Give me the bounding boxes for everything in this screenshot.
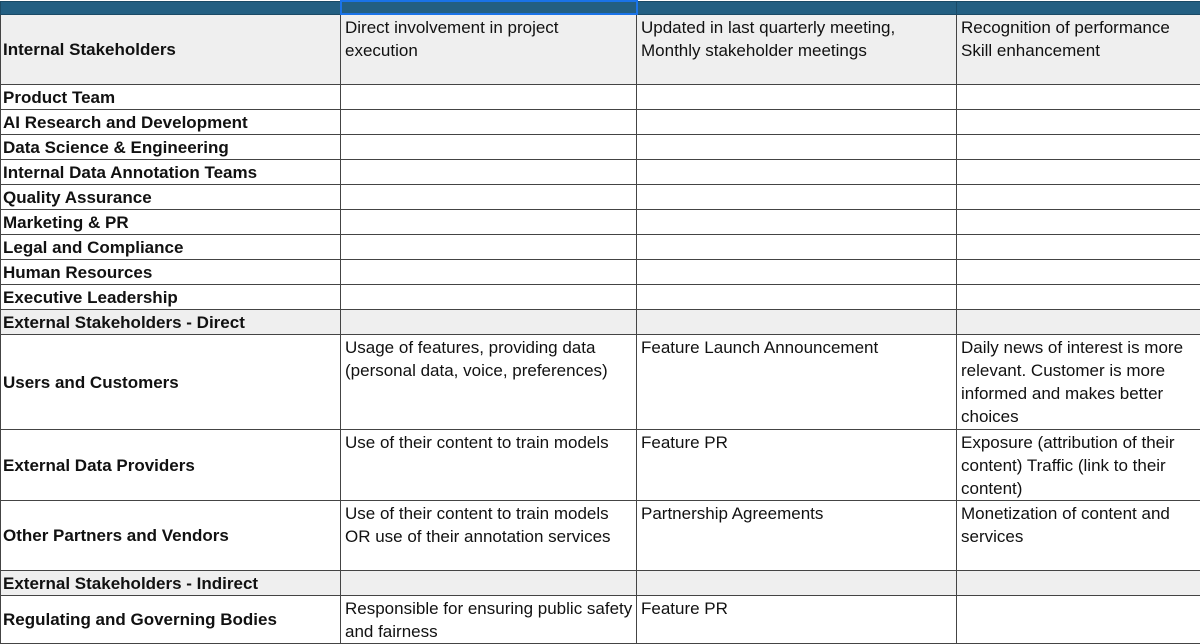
header-cell[interactable] (957, 1, 1200, 14)
table-cell[interactable] (957, 284, 1200, 309)
table-cell[interactable] (957, 309, 1200, 334)
table-cell[interactable]: Daily news of interest is more relevant. Customer is more informed and makes better choices (957, 334, 1200, 429)
table-cell[interactable]: Use of their content to train models (341, 429, 637, 500)
row-label-cell[interactable]: Quality Assurance (1, 184, 341, 209)
table-row (1, 84, 1200, 109)
table-cell[interactable] (957, 595, 1200, 643)
table-row (1, 284, 1200, 309)
table-cell[interactable]: Exposure (attribution of their content) Traffic (link to their content) (957, 429, 1200, 500)
table-cell[interactable]: Partnership Agreements (637, 500, 957, 570)
table-row (1, 259, 1200, 284)
table-cell[interactable] (637, 209, 957, 234)
table-cell[interactable] (637, 84, 957, 109)
row-label-cell[interactable]: Human Resources (1, 259, 341, 284)
row-label-cell[interactable]: External Data Providers (1, 429, 341, 500)
table-cell[interactable]: Usage of features, providing data (personal data, voice, preferences) (341, 334, 637, 429)
table-cell[interactable] (637, 284, 957, 309)
row-label-cell[interactable]: AI Research and Development (1, 109, 341, 134)
table-cell[interactable]: Feature PR (637, 595, 957, 643)
table-row (1, 209, 1200, 234)
table-cell[interactable]: Recognition of performance Skill enhancement (957, 14, 1200, 84)
table-cell[interactable] (341, 209, 637, 234)
header-cell-selected[interactable] (341, 1, 637, 14)
table-cell[interactable] (341, 84, 637, 109)
table-cell[interactable]: Feature PR (637, 429, 957, 500)
table-row (1, 184, 1200, 209)
table-cell[interactable] (957, 84, 1200, 109)
table-row (1, 109, 1200, 134)
table-cell[interactable] (637, 184, 957, 209)
row-label-cell[interactable]: Marketing & PR (1, 209, 341, 234)
table-cell[interactable] (341, 309, 637, 334)
table-cell[interactable] (341, 184, 637, 209)
table-cell[interactable] (341, 109, 637, 134)
row-label-cell[interactable]: Legal and Compliance (1, 234, 341, 259)
table-cell[interactable] (637, 159, 957, 184)
table-cell[interactable]: Direct involvement in project execution (341, 14, 637, 84)
table-cell[interactable]: Feature Launch Announcement (637, 334, 957, 429)
table-cell[interactable]: Updated in last quarterly meeting, Monthly stakeholder meetings (637, 14, 957, 84)
table-cell[interactable] (341, 234, 637, 259)
table-cell[interactable] (341, 159, 637, 184)
table-cell[interactable] (637, 109, 957, 134)
table-row (1, 14, 1200, 84)
table-cell[interactable] (341, 134, 637, 159)
table-cell[interactable] (957, 259, 1200, 284)
table-row (1, 159, 1200, 184)
row-label-cell[interactable]: Other Partners and Vendors (1, 500, 341, 570)
table-cell[interactable] (341, 570, 637, 595)
table-cell[interactable] (957, 134, 1200, 159)
header-row (1, 1, 1200, 14)
table-row (1, 334, 1200, 429)
table-row (1, 595, 1200, 643)
row-label-cell[interactable]: Internal Data Annotation Teams (1, 159, 341, 184)
table-cell[interactable] (637, 234, 957, 259)
table-row (1, 570, 1200, 595)
table-row (1, 134, 1200, 159)
table-row (1, 500, 1200, 570)
table-row (1, 429, 1200, 500)
header-cell[interactable] (637, 1, 957, 14)
table-cell[interactable] (637, 259, 957, 284)
table-cell[interactable] (341, 259, 637, 284)
table-cell[interactable]: Monetization of content and services (957, 500, 1200, 570)
header-cell[interactable] (1, 1, 341, 14)
row-label-cell[interactable]: Product Team (1, 84, 341, 109)
table-cell[interactable] (957, 209, 1200, 234)
table-cell[interactable] (637, 570, 957, 595)
table-cell[interactable]: Responsible for ensuring public safety and fairness (341, 595, 637, 643)
table-cell[interactable] (957, 184, 1200, 209)
row-label-cell[interactable]: Internal Stakeholders (1, 14, 341, 84)
table-row (1, 309, 1200, 334)
table-cell[interactable] (957, 234, 1200, 259)
table-cell[interactable] (957, 159, 1200, 184)
row-label-cell[interactable]: Data Science & Engineering (1, 134, 341, 159)
table-cell[interactable] (637, 309, 957, 334)
table-row (1, 234, 1200, 259)
table-cell[interactable] (957, 570, 1200, 595)
row-label-cell[interactable]: External Stakeholders - Indirect (1, 570, 341, 595)
row-label-cell[interactable]: Regulating and Governing Bodies (1, 595, 341, 643)
table-cell[interactable] (957, 109, 1200, 134)
table-cell[interactable]: Use of their content to train models OR use of their annotation services (341, 500, 637, 570)
table-cell[interactable] (637, 134, 957, 159)
row-label-cell[interactable]: External Stakeholders - Direct (1, 309, 341, 334)
row-label-cell[interactable]: Executive Leadership (1, 284, 341, 309)
row-label-cell[interactable]: Users and Customers (1, 334, 341, 429)
table-cell[interactable] (341, 284, 637, 309)
